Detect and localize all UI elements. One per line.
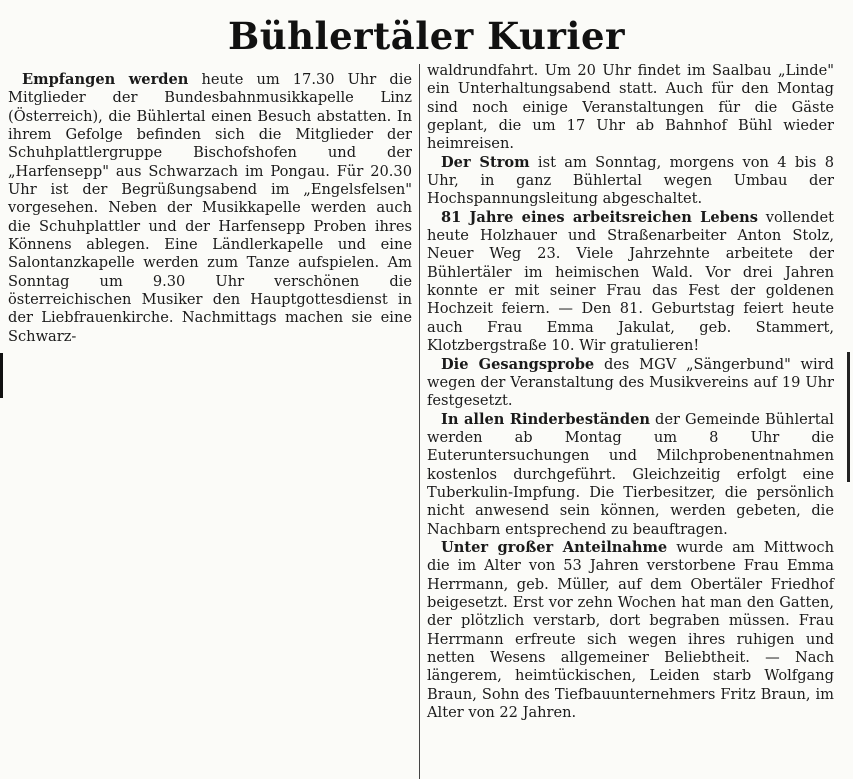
masthead-title: Bühlertäler Kurier bbox=[227, 14, 626, 58]
scan-edge-mark-right bbox=[847, 352, 850, 482]
left-column bbox=[8, 71, 412, 346]
article-continuation: waldrundfahrt. Um 20 Uhr findet im Saalbau „Linde" ein Unterhaltungsabend statt. Auch für den Montag sind noch einige Veranstaltungen für die Gäste geplant, die um 17 Uhr ab Bahnhof Bühl wieder heimreisen. bbox=[427, 62, 834, 153]
article-strom bbox=[427, 154, 834, 209]
article-lead: Der Strom bbox=[441, 153, 530, 171]
article-text: vollendet heute Holzhauer und Straßenarbeiter Anton Stolz, Neuer Weg 23. Viele Jahrzehnte arbeitete der Bühlertäler im heimischen Wald. Vor drei Jahren konnte er mit seiner Frau das Fest der goldenen Hochzeit feiern. — Den 81. Geburtstag feiert heute auch Frau Emma Jakulat, geb. Stammert, Klotzbergstraße 10. Wir gratulieren! bbox=[427, 208, 834, 355]
article-text: ist am Sonntag, morgens von 4 bis 8 Uhr, in ganz Bühlertal wegen Umbau der Hochspannungsleitung abgeschaltet. bbox=[427, 153, 834, 208]
article-birthday bbox=[427, 209, 834, 356]
article-lead: Unter großer Anteilnahme bbox=[441, 538, 668, 556]
column-divider bbox=[419, 64, 420, 779]
right-column bbox=[427, 62, 834, 722]
article-anteilnahme bbox=[427, 539, 834, 722]
article-text: der Gemeinde Bühlertal werden ab Montag um 8 Uhr die Euteruntersuchungen und Milchprobenentnahmen kostenlos durchgeführt. Gleichzeitig erfolgt eine Tuberkulin-Impfung. Die Tierbesitzer, die persönlich nicht anwesend sein können, werden gebeten, die Nachbarn entsprechend zu beauftragen. bbox=[427, 410, 834, 538]
article-lead: In allen Rinderbeständen bbox=[441, 410, 650, 428]
article-lead: Die Gesangsprobe bbox=[441, 355, 595, 373]
article-lead: 81 Jahre eines arbeitsreichen Lebens bbox=[441, 208, 758, 226]
article-bandmusic bbox=[8, 71, 412, 346]
scan-edge-mark-left bbox=[0, 353, 3, 398]
article-text: des MGV „Sängerbund" wird wegen der Veranstaltung des Musikvereins auf 19 Uhr festgesetzt. bbox=[427, 355, 834, 410]
article-text: heute um 17.30 Uhr die Mitglieder der Bundesbahnmusikkapelle Linz (Österreich), die Bühlertal einen Besuch abstatten. In ihrem Gefolge befinden sich die Mitglieder der Schuhplattlergruppe Bischofshofen und der „Harfensepp" aus Schwarzach im Pongau. Für 20.30 Uhr ist der Begrüßungsabend im „Engelsfelsen" vorgesehen. Neben der Musikkapelle werden auch die Schuhplattler und der Harfensepp Proben ihres Könnens ablegen. Eine Ländlerkapelle und eine Salontanzkapelle werden zum Tanze aufspielen. Am Sonntag um 9.30 Uhr verschönen die österreichischen Musiker den Hauptgottesdienst in der Liebfrauenkirche. Nachmittags machen sie eine Schwarz- bbox=[8, 71, 413, 345]
article-text: wurde am Mittwoch die im Alter von 53 Jahren verstorbene Frau Emma Herrmann, geb. Müller, auf dem Obertäler Friedhof beigesetzt. Erst vor zehn Wochen hat man den Gatten, der plötzlich verstarb, dort begraben müssen. Frau Herrmann erfreute sich wegen ihres ruhigen und netten Wesens allgemeiner Beliebtheit. — Nach längerem, heimtückischen, Leiden starb Wolfgang Braun, Sohn des Tiefbauunternehmers Fritz Braun, im Alter von 22 Jahren. bbox=[427, 538, 834, 722]
article-lead: Empfangen werden bbox=[22, 71, 189, 88]
article-rinder bbox=[427, 411, 834, 539]
article-gesangsprobe bbox=[427, 356, 834, 411]
